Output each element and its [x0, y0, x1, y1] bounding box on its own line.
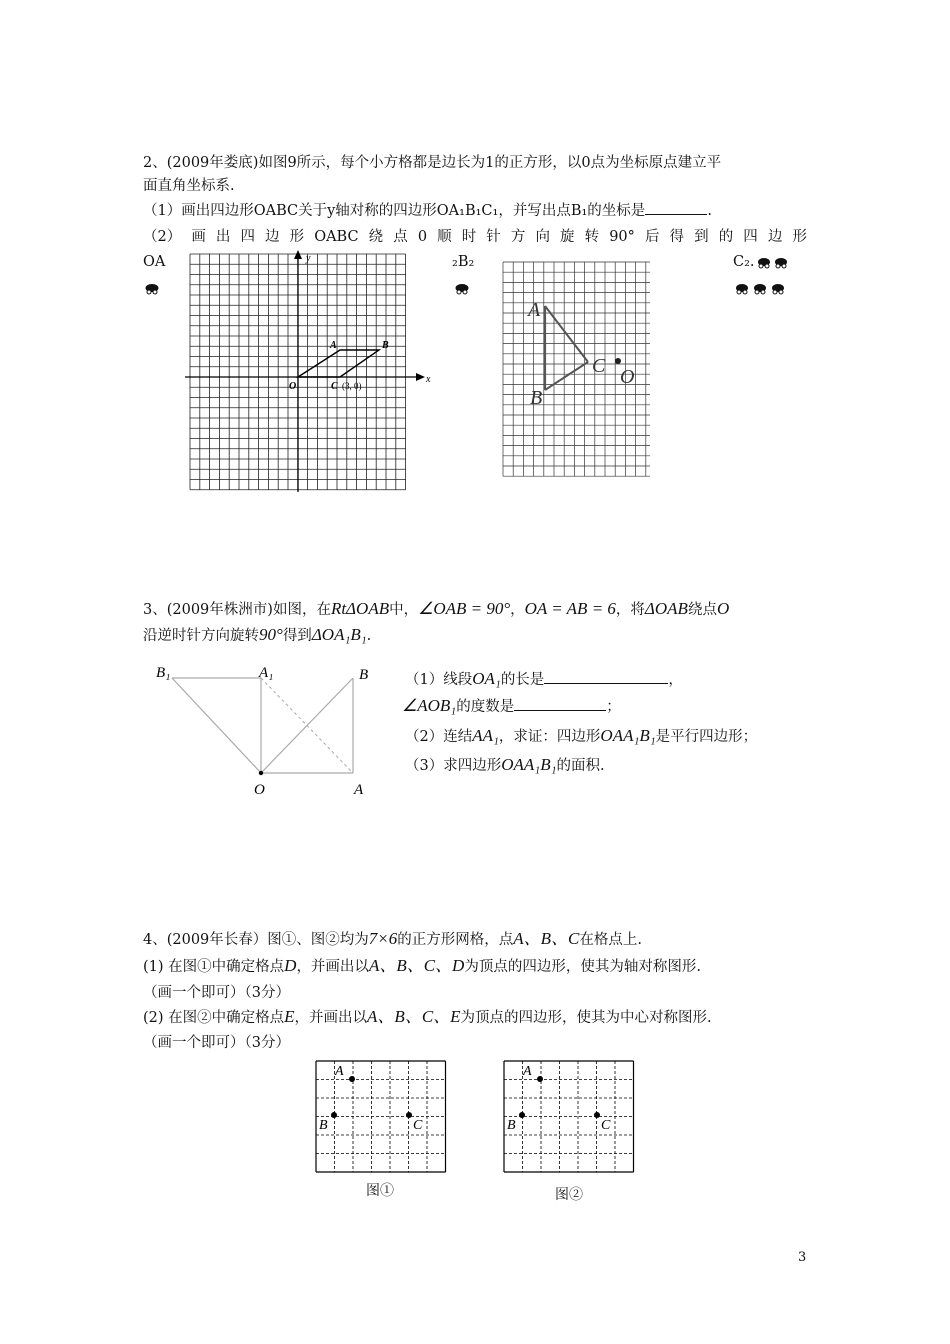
word: 绕 — [368, 229, 384, 245]
q2-line2: 面直角坐标系. — [143, 178, 235, 194]
word: 边 — [265, 229, 280, 245]
word: 0 — [417, 229, 428, 245]
word: 方 — [510, 229, 526, 245]
point-label-b: B — [530, 387, 543, 409]
point-c — [406, 1112, 412, 1118]
word: 边 — [767, 229, 783, 245]
q4-part2: (2) 在图②中确定格点E，并画出以A、B、C、E为顶点的四边形，使其为中心对称图形. — [143, 1007, 712, 1026]
point-a — [537, 1076, 543, 1082]
point-label-c: C — [331, 381, 338, 392]
word: 画 — [191, 229, 206, 245]
word: 后 — [644, 229, 660, 245]
answer-blank-angle[interactable] — [514, 698, 606, 711]
word: 的 — [718, 229, 734, 245]
label-a1: A₁ — [259, 665, 274, 681]
point-b — [331, 1112, 337, 1118]
point-b — [519, 1112, 525, 1118]
q4-part1: (1) 在图①中确定格点D，并画出以A、B、C、D为顶点的四边形，使其为轴对称图形. — [143, 956, 701, 975]
grid-figure-2 — [498, 1055, 648, 1205]
q4-part1-note: （画一个即可）（3分） — [143, 985, 290, 1001]
page-number: 3 — [798, 1250, 807, 1265]
q2-frag-left: OA — [143, 254, 166, 270]
q3-part1-b: ∠AOB₁的度数是 ； — [402, 696, 621, 715]
word: OABC — [314, 229, 359, 245]
word: 四 — [743, 229, 758, 245]
point-label-c: C — [592, 355, 606, 377]
label-b: B — [507, 1118, 516, 1133]
word: （2） — [143, 229, 182, 245]
word: 90° — [609, 229, 635, 245]
rotation-triangle-figure — [150, 660, 390, 800]
label-o: O — [254, 782, 265, 798]
rotation-center-point — [615, 358, 621, 364]
word: 针 — [486, 229, 501, 245]
point-label-o: O — [289, 381, 297, 392]
x-axis-label: x — [426, 374, 431, 385]
word: 形 — [289, 229, 305, 245]
q3-part2: （2）连结AA₁，求证：四边形OAA₁B₁是平行四边形； — [405, 726, 758, 745]
q2-frag-mid: ₂B₂ — [452, 254, 475, 270]
label-b1: B₁ — [156, 665, 171, 681]
scan-artifact-icon — [773, 285, 784, 295]
answer-blank-length[interactable] — [544, 671, 668, 684]
scan-artifact-icon — [759, 259, 770, 269]
point-label-a: A — [528, 299, 541, 321]
q4-line1: 4、(2009年长春）图①、图②均为7×6的正方形网格，点A、B、C在格点上. — [143, 929, 642, 948]
scan-artifact-icon — [146, 285, 158, 295]
word: 向 — [535, 229, 550, 245]
scan-artifact-icon — [737, 285, 748, 295]
q3-line2: 沿逆时针方向旋转90°得到ΔOA₁B₁. — [143, 625, 372, 644]
label-a: A — [335, 1064, 344, 1079]
word: 到 — [694, 229, 709, 245]
point-label-a: A — [330, 340, 337, 351]
q3-part1-a: （1）线段OA₁的长是 ， — [405, 669, 683, 688]
q2-frag-right: C₂. — [733, 254, 755, 270]
figure-2-caption: 图② — [555, 1187, 583, 1203]
y-axis-arrow — [294, 250, 302, 259]
x-axis-arrow — [416, 373, 425, 381]
segment-b1o — [172, 678, 261, 773]
word: 得 — [669, 229, 685, 245]
word: 转 — [584, 229, 600, 245]
point-label-b: B — [382, 340, 389, 351]
scan-artifact-icon — [776, 259, 787, 269]
point-c — [594, 1112, 600, 1118]
point-c-coordinate: (3, 0) — [342, 381, 362, 391]
q2-part1: （1）画出四边形OABC关于y轴对称的四边形OA₁B₁C₁，并写出点B₁的坐标是 . — [143, 203, 712, 219]
rotation-figure-labels — [520, 290, 670, 420]
q4-part2-note: （画一个即可）（3分） — [143, 1035, 290, 1051]
word: 旋 — [560, 229, 575, 245]
point-label-o: O — [620, 366, 635, 388]
scan-artifact-icon — [456, 285, 468, 295]
word: 形 — [792, 229, 807, 245]
point-o — [259, 771, 263, 775]
label-c: C — [601, 1118, 611, 1133]
word: 点 — [393, 229, 408, 245]
q3-part3: （3）求四边形OAA₁B₁的面积. — [405, 755, 605, 774]
word: 四 — [240, 229, 255, 245]
quadrilateral-oabc — [298, 350, 379, 377]
scan-artifact-icon — [755, 285, 766, 295]
label-b: B — [359, 667, 369, 683]
y-axis-label: y — [306, 253, 311, 264]
scan-artifact-icons — [0, 0, 950, 320]
figure-1-caption: 图① — [366, 1183, 394, 1199]
word: 顺 — [437, 229, 452, 245]
coordinate-grid-figure — [185, 248, 435, 496]
q3-line1: 3、(2009年株洲市)如图，在RtΔOAB中，∠OAB = 90°，OA = AB = 6，将ΔOAB绕点O — [143, 599, 730, 618]
word: 时 — [461, 229, 477, 245]
word: 出 — [215, 229, 231, 245]
label-a: A — [354, 782, 364, 798]
point-a — [349, 1076, 355, 1082]
q2-line1: 2、(2009年娄底)如图9所示，每个小方格都是边长为1的正方形，以0点为坐标原点建立平 — [143, 155, 722, 171]
label-a: A — [523, 1064, 532, 1079]
label-c: C — [413, 1118, 423, 1133]
label-b: B — [319, 1118, 328, 1133]
